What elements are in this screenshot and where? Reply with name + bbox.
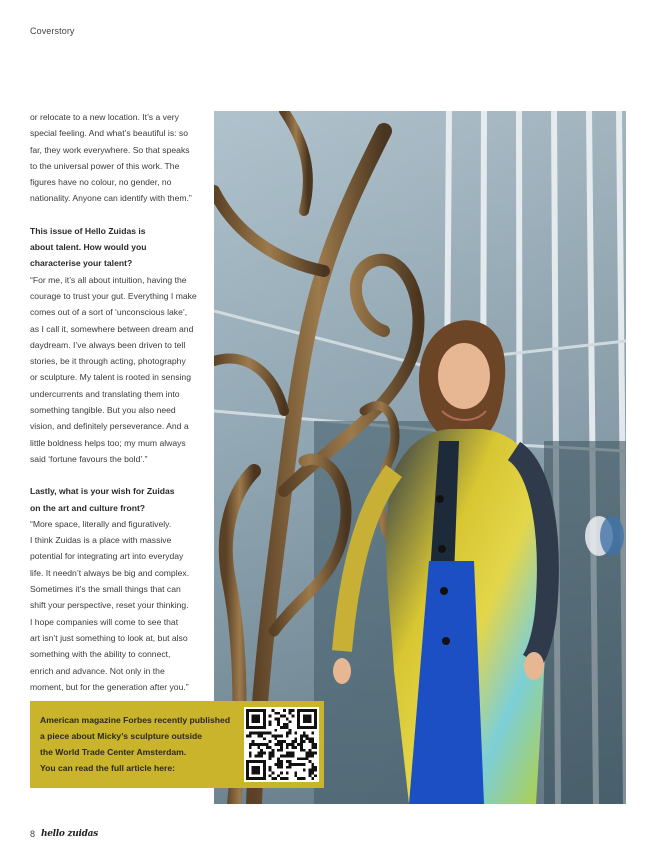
callout-line: American magazine Forbes recently published [40, 715, 231, 725]
text-line: art isn’t just something to look at, but also [30, 632, 188, 643]
text-line: stories, be it through acting, photography [30, 356, 186, 367]
text-line: as I call it, somewhere between dream and [30, 323, 194, 334]
question-line: on the art and culture front? [30, 502, 146, 513]
text-line: I hope companies will come to see that [30, 616, 179, 627]
text-line: little boldness helps too; my mum always [30, 437, 186, 448]
article-column [30, 109, 208, 711]
callout-line: the World Trade Center Amsterdam. [40, 747, 187, 757]
text-line: comes out of a sort of ‘unconscious lake’, [30, 307, 188, 318]
text-line: shift your perspective, reset your thinking. [30, 600, 189, 611]
text-line: “More space, literally and figuratively. [30, 518, 172, 529]
text-line: to the universal power of this work. The [30, 160, 180, 171]
qr-code-icon[interactable] [244, 707, 319, 782]
text-line: or relocate to a new location. It’s a very [30, 112, 179, 122]
intro-paragraph [30, 109, 208, 207]
page-footer [30, 829, 98, 839]
forbes-callout [30, 701, 324, 788]
text-line: figures have no colour, no gender, no [30, 177, 172, 188]
callout-text [40, 712, 230, 776]
section-label: Coverstory [30, 26, 75, 36]
text-line: life. It needn’t always be big and complex. [30, 567, 190, 578]
text-line: vision, and definitely perseverance. And a [30, 421, 189, 432]
text-line: moment, but for the generation after you.” [30, 681, 189, 692]
text-line: I think Zuidas is a place with massive [30, 535, 172, 546]
callout-line: You can read the full article here: [40, 763, 175, 773]
text-line: Sometimes it’s the small things that can [30, 584, 181, 595]
text-line: courage to trust your gut. Everything I make [30, 290, 197, 301]
text-line: nationality. Anyone can identify with them.” [30, 193, 192, 204]
text-line: far, they work everywhere. So that speaks [30, 144, 190, 155]
text-line: daydream. I’ve always been driven to tell [30, 339, 186, 350]
question-line: This issue of Hello Zuidas is [30, 225, 146, 236]
question-answer-2 [30, 483, 208, 695]
text-line: potential for integrating art into everyday [30, 551, 184, 562]
callout-line: a piece about Micky’s sculpture outside [40, 731, 203, 741]
page-number: 8 [30, 829, 36, 839]
text-line: or sculpture. My talent is rooted in sensing [30, 372, 191, 383]
question-line: Lastly, what is your wish for Zuidas [30, 486, 175, 497]
text-line: enrich and advance. Not only in the [30, 665, 165, 676]
hello-zuidas-logo: hello zuidas [41, 829, 98, 839]
question-answer-1 [30, 223, 208, 467]
text-line: “For me, it’s all about intuition, having the [30, 274, 187, 285]
text-line: said ‘fortune favours the bold’.” [30, 453, 148, 464]
text-line: undercurrents and translating them into [30, 388, 180, 399]
question-line: about talent. How would you [30, 242, 147, 253]
text-line: something tangible. But you also need [30, 405, 176, 416]
text-line: special feeling. And what’s beautiful is: so [30, 128, 188, 139]
text-line: something with the ability to connect, [30, 649, 171, 660]
question-line: characterise your talent? [30, 258, 133, 269]
